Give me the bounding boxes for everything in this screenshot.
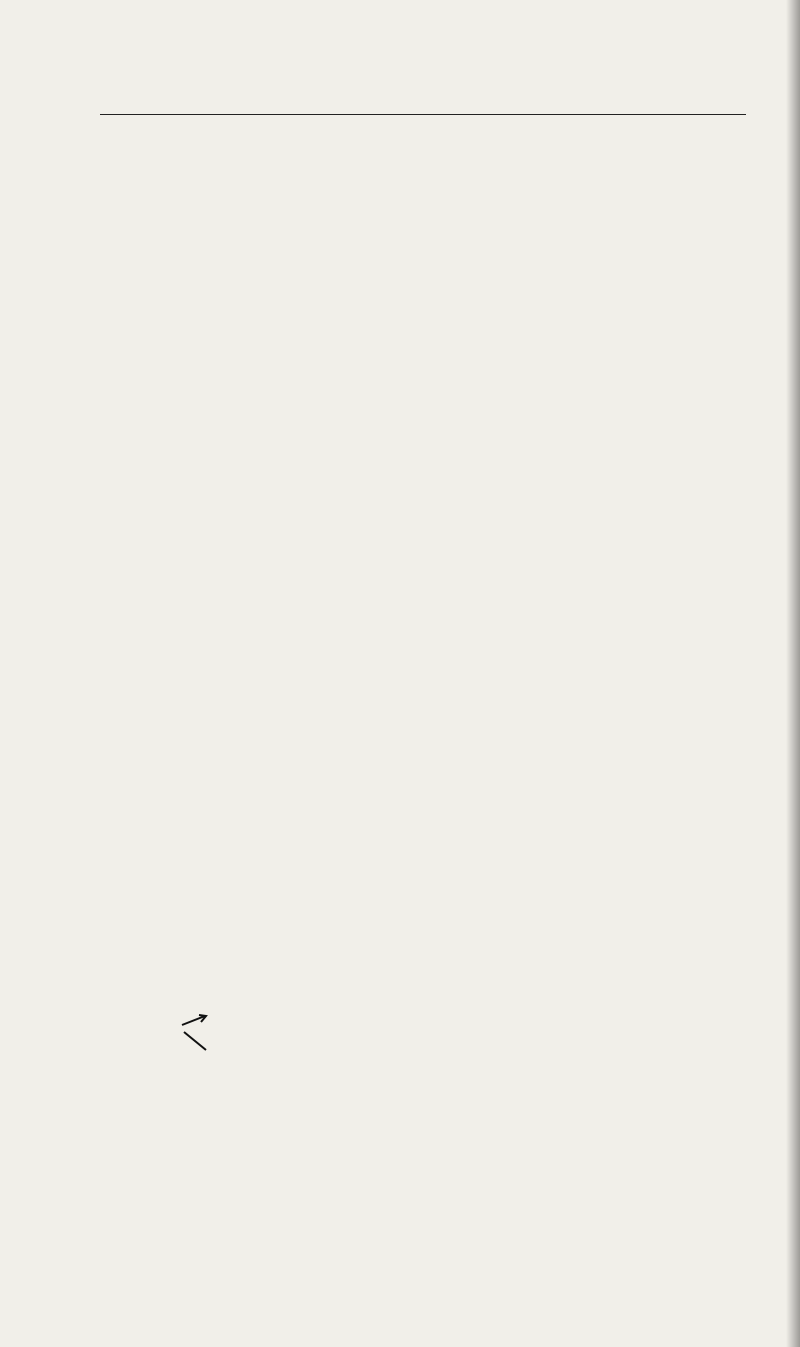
legend-arrow: [184, 1032, 206, 1050]
legend-graves: [182, 1015, 206, 1050]
